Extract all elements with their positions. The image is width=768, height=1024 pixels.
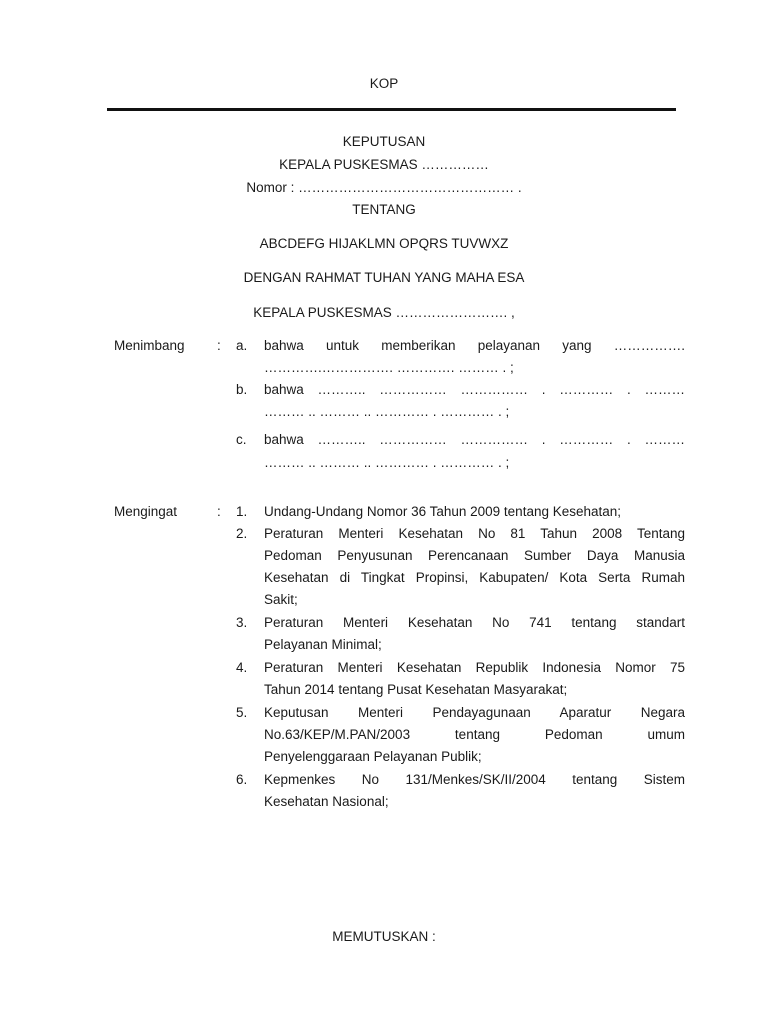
mengingat-item-2-mark: 2. <box>236 526 248 541</box>
mengingat-item-4-line2: Tahun 2014 tentang Pusat Kesehatan Masyarakat; <box>264 682 568 697</box>
mengingat-item-2-line2: Pedoman Penyusunan Perencanaan Sumber Daya Manusia <box>264 548 685 563</box>
mengingat-item-6-mark: 6. <box>236 772 248 787</box>
mengingat-item-4-line1: Peraturan Menteri Kesehatan Republik Indonesia Nomor 75 <box>264 660 685 675</box>
mengingat-item-5-line3: Penyelenggaraan Pelayanan Publik; <box>264 749 482 764</box>
mengingat-item-6-line1: Kepmenkes No 131/Menkes/SK/II/2004 tentang Sistem <box>264 772 685 787</box>
menimbang-item-b-mark: b. <box>236 382 248 397</box>
decree-rahmat: DENGAN RAHMAT TUHAN YANG MAHA ESA <box>243 270 525 285</box>
menimbang-item-c-line1: bahwa ……….. …………… …………… . ………… . ……… <box>264 432 685 447</box>
mengingat-item-5-line1: Keputusan Menteri Pendayagunaan Aparatur Negara <box>264 705 685 720</box>
menimbang-item-a-line1: bahwa untuk memberikan pelayanan yang ……………. <box>264 338 685 353</box>
menimbang-colon: : <box>217 338 221 353</box>
mengingat-item-1-mark: 1. <box>236 504 248 519</box>
decree-subject: ABCDEFG HIJAKLMN OPQRS TUVWXZ <box>259 236 509 251</box>
decree-number: Nomor : ………………………………………… . <box>246 180 522 195</box>
mengingat-item-6-line2: Kesehatan Nasional; <box>264 794 389 809</box>
letterhead-kop: KOP <box>369 76 399 91</box>
decree-title: KEPUTUSAN <box>342 134 426 149</box>
mengingat-item-2-line4: Sakit; <box>264 592 298 607</box>
mengingat-colon: : <box>217 504 221 519</box>
decree-subtitle: KEPALA PUSKESMAS …………… <box>279 157 489 172</box>
letterhead-rule <box>107 108 676 111</box>
menimbang-label: Menimbang <box>114 338 185 353</box>
decree-tentang: TENTANG <box>352 202 416 217</box>
mengingat-item-1-line1: Undang-Undang Nomor 36 Tahun 2009 tentang Kesehatan; <box>264 504 622 519</box>
menimbang-item-b-line1: bahwa ……….. …………… …………… . ………… . ……… <box>264 382 685 397</box>
decree-kepala: KEPALA PUSKESMAS ……………………. , <box>253 305 515 320</box>
menimbang-item-a-line2: ………….……………. …………. ……… . ; <box>264 360 514 375</box>
menimbang-item-c-mark: c. <box>236 432 247 447</box>
mengingat-item-3-line2: Pelayanan Minimal; <box>264 637 382 652</box>
menimbang-item-c-line2: ……… .. ……… .. ………… . ………… . ; <box>264 455 510 470</box>
menimbang-item-b-line2: ……… .. ……… .. ………… . ………… . ; <box>264 404 510 419</box>
mengingat-label: Mengingat <box>114 504 178 519</box>
mengingat-item-3-line1: Peraturan Menteri Kesehatan No 741 tentang standart <box>264 615 685 630</box>
mengingat-item-2-line3: Kesehatan di Tingkat Propinsi, Kabupaten/ Kota Serta Rumah <box>264 570 685 585</box>
menimbang-item-a-mark: a. <box>236 338 248 353</box>
mengingat-item-4-mark: 4. <box>236 660 248 675</box>
mengingat-item-5-mark: 5. <box>236 705 248 720</box>
memutuskan-heading: MEMUTUSKAN : <box>332 929 436 944</box>
mengingat-item-5-line2: No.63/KEP/M.PAN/2003 tentang Pedoman umum <box>264 727 685 742</box>
mengingat-item-3-mark: 3. <box>236 615 248 630</box>
mengingat-item-2-line1: Peraturan Menteri Kesehatan No 81 Tahun 2008 Tentang <box>264 526 685 541</box>
